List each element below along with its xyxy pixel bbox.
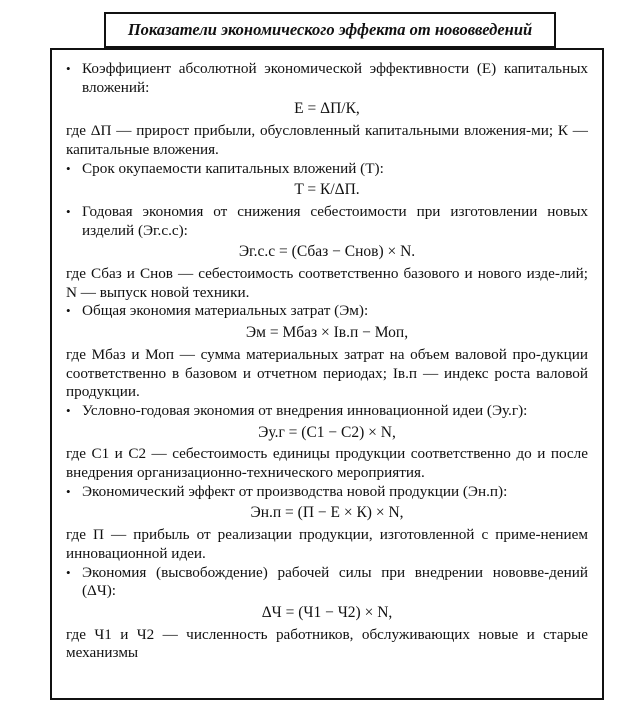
bullet-item xyxy=(66,483,588,502)
paragraph: где П — прибыль от реализации продукции, изготовленной с приме-нением инновационной идеи. xyxy=(66,526,588,562)
bullet-item xyxy=(66,60,588,97)
formula: Эн.п = (П − E × К) × N, xyxy=(250,504,404,522)
bullet-item xyxy=(66,203,588,240)
bullet-item xyxy=(66,402,588,421)
bullet-text: Годовая экономия от снижения себестоимости при изготовлении новых изделий (Эг.с.с): xyxy=(82,202,588,239)
bullet-icon: • xyxy=(66,402,71,418)
formula: E = ΔП/К, xyxy=(294,100,360,118)
bullet-icon: • xyxy=(66,203,71,219)
formula: T = К/ΔП. xyxy=(294,181,360,199)
formula: ΔЧ = (Ч1 − Ч2) × N, xyxy=(261,603,393,621)
paragraph: где ΔП — прирост прибыли, обусловленный капитальными вложения-ми; К — капитальные вложения. xyxy=(66,122,588,158)
bullet-text: Срок окупаемости капитальных вложений (Т): xyxy=(82,159,384,177)
bullet-text: Общая экономия материальных затрат (Эм): xyxy=(82,302,369,320)
bullet-item xyxy=(66,160,588,179)
bullet-icon: • xyxy=(66,160,71,176)
formula: Эу.г = (С1 − С2) × N, xyxy=(258,423,396,441)
bullet-icon: • xyxy=(66,483,71,499)
paragraph: где Сбаз и Снов — себестоимость соответственно базового и нового изде-лий; N — выпуск новой техники. xyxy=(66,265,588,301)
bullet-text: Экономический эффект от производства новой продукции (Эн.п): xyxy=(82,482,508,500)
page-title: Показатели экономического эффекта от нововведений xyxy=(127,20,533,39)
content-frame xyxy=(50,48,604,700)
bullet-icon: • xyxy=(66,564,71,580)
bullet-item xyxy=(66,564,588,601)
bullet-text: Экономия (высвобождение) рабочей силы при внедрении нововве-дений (ΔЧ): xyxy=(82,563,588,600)
bullet-icon: • xyxy=(66,61,71,76)
bullet-text: Коэффициент абсолютной экономической эффективности (Е) капитальных вложений: xyxy=(82,60,588,96)
paragraph: где Мбаз и Моп — сумма материальных затрат на объем валовой про-дукции соответственно в базовом и отчетном периодах; Iв.п — индекс роста валовой продукции. xyxy=(66,345,588,401)
bullet-text: Условно-годовая экономия от внедрения инновационной идеи (Эу.г): xyxy=(82,401,528,419)
formula: Эм = Мбаз × Iв.п − Моп, xyxy=(245,324,409,342)
bullet-icon: • xyxy=(66,303,71,319)
paragraph: где Ч1 и Ч2 — численность работников, обслуживающих новые и старые механизмы xyxy=(66,625,588,662)
formula: Эг.с.с = (Сбаз − Снов) × N. xyxy=(238,243,416,261)
title-box xyxy=(104,12,556,48)
bullet-item xyxy=(66,302,588,321)
paragraph: где С1 и С2 — себестоимость единицы продукции соответственно до и после внедрения организационно-технического мероприятия. xyxy=(66,445,588,482)
